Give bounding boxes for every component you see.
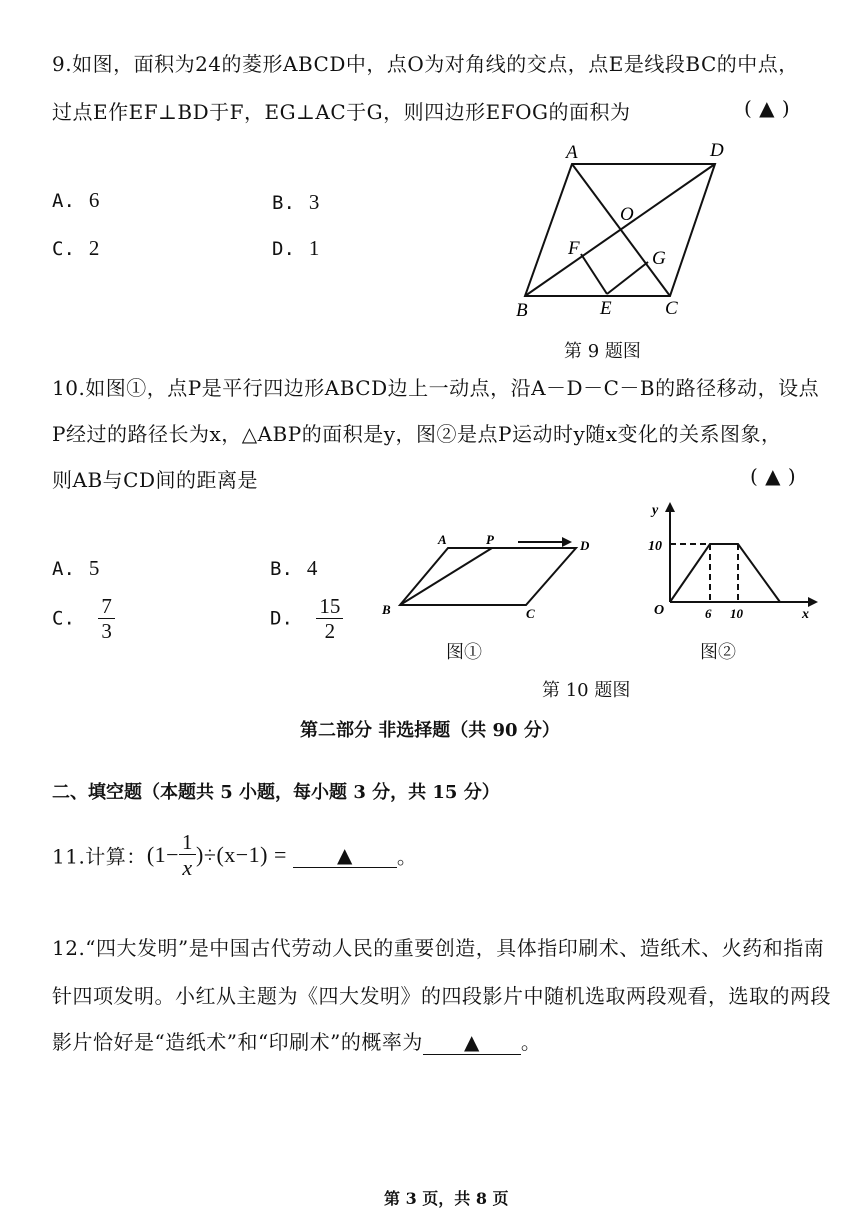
q9-choice-d: [272, 236, 319, 261]
point-o-label: O: [620, 204, 634, 225]
q9-rhombus-figure: [500, 134, 750, 324]
q10-graph-figure: [640, 500, 830, 625]
q12-line3: 影片恰好是“造纸术”和“印刷术”的概率为: [52, 1030, 423, 1054]
parallelogram-outline: [400, 548, 576, 605]
point-b-label: B: [516, 300, 528, 321]
q9-figure-caption: 第 9 题图: [564, 341, 641, 362]
q9-choice-a: [52, 188, 99, 213]
q10-choice-b: [270, 556, 317, 581]
graph-y-tick-10: 10: [648, 539, 662, 554]
q9-line2: 过点E作EF⊥BD于F，EG⊥AC于G，则四边形EFOG的面积为: [52, 100, 631, 124]
q12-end: 。: [520, 1030, 542, 1054]
q10-answer-mark: ( ▲ ): [750, 464, 797, 488]
graph-polyline: [670, 544, 780, 602]
q10-choice-c-fraction: [98, 594, 115, 643]
graph-y-axis-label: y: [652, 503, 659, 518]
q12-answer-blank[interactable]: ▲: [423, 1030, 521, 1055]
q10-choice-d-fraction: [316, 594, 343, 643]
q11-expr-left: (1−: [146, 842, 180, 868]
section-title: 二、填空题（本题共 5 小题，每小题 3 分，共 15 分）: [52, 782, 500, 803]
q9-choice-d-label: D.: [272, 238, 295, 260]
point-g-label: G: [652, 248, 666, 269]
q10-choice-c: [52, 594, 115, 643]
q9-answer-mark: ( ▲ ): [744, 96, 791, 120]
q9-choice-b: [272, 190, 319, 215]
point-d-label: D: [710, 140, 724, 161]
segment-fe: [581, 254, 607, 294]
segment-eg: [607, 262, 648, 294]
q10-choice-d-numerator: 15: [316, 594, 343, 619]
q11-frac-numerator: 1: [179, 830, 196, 855]
q10-choice-a-label: A.: [52, 558, 75, 580]
graph-origin-label: O: [654, 603, 665, 618]
q10-choice-c-label: C.: [52, 607, 75, 630]
q10-choice-d-label: D.: [270, 607, 293, 630]
motion-arrowhead-icon: [562, 537, 572, 547]
q10-choice-a: [52, 556, 99, 581]
q9-choice-c: [52, 236, 99, 261]
q11-expr-right: )÷(x−1) =: [196, 842, 287, 868]
q9-choice-c-label: C.: [52, 238, 75, 260]
q10-line2: P经过的路径长为x，△ABP的面积是y，图②是点P运动时y随x变化的关系图象，: [52, 422, 782, 446]
y-axis-arrow-icon: [665, 502, 675, 512]
x-axis-arrow-icon: [808, 597, 818, 607]
point-f-label: F: [568, 238, 580, 259]
point-c-label: C: [665, 298, 678, 319]
q9-choice-c-value: 2: [88, 236, 100, 260]
fig1-point-c-label: C: [526, 606, 535, 621]
q10-choice-a-value: 5: [88, 556, 100, 580]
q10-line1: 10.如图①，点P是平行四边形ABCD边上一动点，沿A－D－C－B的路径移动，设点: [52, 376, 820, 400]
point-e-label: E: [600, 298, 612, 319]
fig1-point-a-label: A: [438, 532, 447, 547]
point-a-label: A: [566, 142, 578, 163]
q11-line: [52, 830, 417, 880]
q10-line3: 则AB与CD间的距离是: [52, 468, 258, 492]
q9-choice-d-value: 1: [308, 236, 320, 260]
fig1-point-b-label: B: [382, 602, 391, 617]
q9-choice-b-label: B.: [272, 192, 295, 214]
diagonal-ac: [572, 164, 670, 296]
q10-choice-c-denominator: 3: [101, 619, 112, 644]
q10-parallelogram-figure: [378, 530, 608, 630]
page-footer: 第 3 页，共 8 页: [384, 1189, 509, 1208]
fig1-point-p-label: P: [486, 532, 494, 547]
fig1-point-d-label: D: [580, 538, 590, 553]
q12-line1: 12.“四大发明”是中国古代劳动人民的重要创造，具体指印刷术、造纸术、火药和指南: [52, 936, 825, 960]
q10-fig1-caption: 图①: [446, 642, 482, 663]
q10-choice-d: [270, 594, 343, 643]
graph-x-tick-6: 6: [705, 606, 712, 621]
q11-frac-denominator: x: [182, 855, 193, 881]
q10-choice-c-numerator: 7: [98, 594, 115, 619]
graph-x-axis-label: x: [802, 607, 809, 622]
q11-answer-blank[interactable]: ▲: [293, 843, 397, 868]
q9-choice-a-value: 6: [88, 188, 100, 212]
q12-line3-wrap: [52, 1026, 541, 1055]
segment-bp: [400, 548, 492, 605]
q9-line1: 9.如图，面积为24的菱形ABCD中，点O为对角线的交点，点E是线段BC的中点，: [52, 52, 799, 76]
q12-line2: 针四项发明。小红从主题为《四大发明》的四段影片中随机选取两段观看，选取的两段: [52, 984, 831, 1008]
q9-choice-b-value: 3: [308, 190, 320, 214]
part2-title: 第二部分 非选择题（共 90 分）: [300, 720, 560, 741]
q10-choice-d-denominator: 2: [324, 619, 336, 644]
graph-x-tick-10: 10: [730, 606, 743, 621]
q10-choice-b-label: B.: [270, 558, 293, 580]
q10-fig2-caption: 图②: [700, 642, 736, 663]
q9-choice-a-label: A.: [52, 190, 75, 212]
q11-fraction: [179, 830, 196, 880]
q10-choice-b-value: 4: [306, 556, 318, 580]
q11-end: 。: [396, 844, 418, 869]
q11-prefix: 11.计算：: [52, 844, 147, 869]
q10-figure-caption: 第 10 题图: [542, 680, 631, 701]
